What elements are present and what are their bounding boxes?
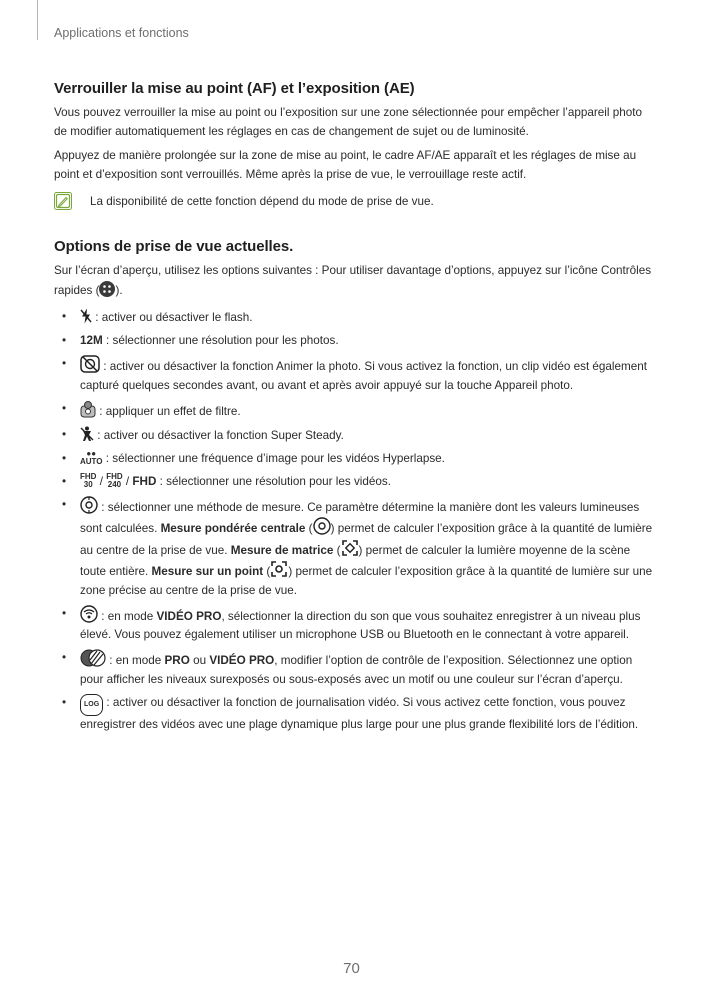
center-weighted-icon [313, 517, 331, 535]
metering-icon [80, 496, 98, 514]
paragraph-af-ae-intro: Vous pouvez verrouiller la mise au point ou l’exposition sur une zone sélectionnée pour empêcher l’appareil photo de modifier automatiquement les réglages en cas de changement de sujet ou de luminosité. [54, 106, 642, 138]
fhd-30-icon: FHD 30 [80, 471, 97, 489]
photo-resolution-label: 12M [80, 334, 103, 347]
flash-off-icon [80, 308, 92, 324]
note-text: La disponibilité de cette fonction dépend du mode de prise de vue. [90, 194, 434, 208]
list-item-flash: • : activer ou désactiver le flash. [62, 310, 253, 324]
hyperlapse-auto-icon: ●● AUTO [80, 448, 103, 466]
page-number: 70 [343, 960, 360, 977]
spot-metering-icon [270, 560, 288, 578]
video-pro-mode-label-2: VIDÉO PRO [209, 654, 275, 667]
list-item-log-video: • LOG : activer ou désactiver la fonction de journalisation vidéo. Si vous activez cette fonction, vous pouvez enregistrer des vidéos avec une plage dynamique plus large pour une plus grande flexibilité lors de l’édition. [62, 695, 639, 731]
note-icon [54, 192, 72, 210]
section-title-options: Options de prise de vue actuelles. [54, 238, 294, 255]
section-header: Applications et fonctions [54, 26, 189, 40]
list-item-filter: • : appliquer un effet de filtre. [62, 401, 241, 418]
page-content [54, 80, 654, 739]
zebra-pattern-icon [80, 649, 106, 667]
options-list [54, 308, 654, 735]
list-item-video-resolution: • FHD 30 / FHD 240 / FHD : sélectionner une résolution pour les vidéos. [62, 471, 391, 489]
filter-icon [80, 400, 96, 418]
list-item-zebra: • : en mode PRO ou VIDÉO PRO, modifier l’option de contrôle de l’exposition. Sélectionnez une option pour afficher les niveaux surexposés ou sous-exposés avec un motif ou une couleur sur l’écran d’aperçu. [62, 651, 633, 686]
pro-mode-label: PRO [164, 654, 190, 667]
super-steady-icon [80, 426, 94, 442]
spot-label: Mesure sur un point [151, 565, 264, 578]
audio-direction-icon [80, 605, 98, 623]
matrix-metering-icon [341, 539, 359, 557]
matrix-label: Mesure de matrice [230, 543, 334, 557]
list-item-audio-direction: • : en mode VIDÉO PRO, sélectionner la direction du son que vous souhaitez enregistrer à un niveau plus élevé. Vous pouvez également utiliser un microphone USB ou Bluetooth en le connectant à votre appareil. [62, 606, 641, 641]
paragraph-options-intro: Sur l’écran d’aperçu, utilisez les options suivantes : Pour utiliser davantage d’options, appuyez sur l’icône Contrôles rapides ( ). [54, 264, 652, 297]
quick-controls-icon [99, 281, 115, 297]
video-pro-mode-label: VIDÉO PRO [156, 609, 222, 623]
motion-photo-icon [80, 355, 100, 373]
center-weighted-label: Mesure pondérée centrale [160, 522, 306, 535]
log-icon: LOG [80, 694, 103, 717]
list-item-motion-photo: • : activer ou désactiver la fonction Animer la photo. Si vous activez la fonction, un clip vidéo est également capturé quelques secondes avant, ou avant et après avoir appuyé sur la touche Appareil photo. [62, 357, 648, 392]
list-item-metering: • : sélectionner une méthode de mesure. Ce paramètre détermine la manière dont les valeurs lumineuses sont calculées. Mesure pondérée centrale ( ) permet de calculer l’exposition grâce à la quantité de lumière au centre de la prise de vue. Mesure de matrice ( ) permet de calculer la lumière moyenne de la scène toute entière. Mesure sur un point ( ) permet de calculer l’exposition grâce à la quantité de lumière sur une zone précise au centre de la prise de vue. [62, 497, 653, 597]
list-item-hyperlapse: • ●● AUTO : sélectionner une fréquence d’image pour les vidéos Hyperlapse. [62, 448, 445, 466]
fhd-240-icon: FHD 240 [106, 471, 123, 489]
list-item-photo-resolution: • 12M : sélectionner une résolution pour les photos. [62, 334, 339, 347]
note [54, 192, 654, 210]
paragraph-af-ae-howto: Appuyez de manière prolongée sur la zone de mise au point, le cadre AF/AE apparaît et les réglages de mise au point et d’exposition sont verrouillés. Même après la prise de vue, le verrouillage reste actif. [54, 149, 637, 181]
margin-rule [37, 0, 38, 40]
video-resolution-label: FHD [132, 474, 157, 488]
list-item-super-steady: • : activer ou désactiver la fonction Super Steady. [62, 427, 344, 442]
section-title-af-ae: Verrouiller la mise au point (AF) et l’exposition (AE) [54, 80, 415, 97]
